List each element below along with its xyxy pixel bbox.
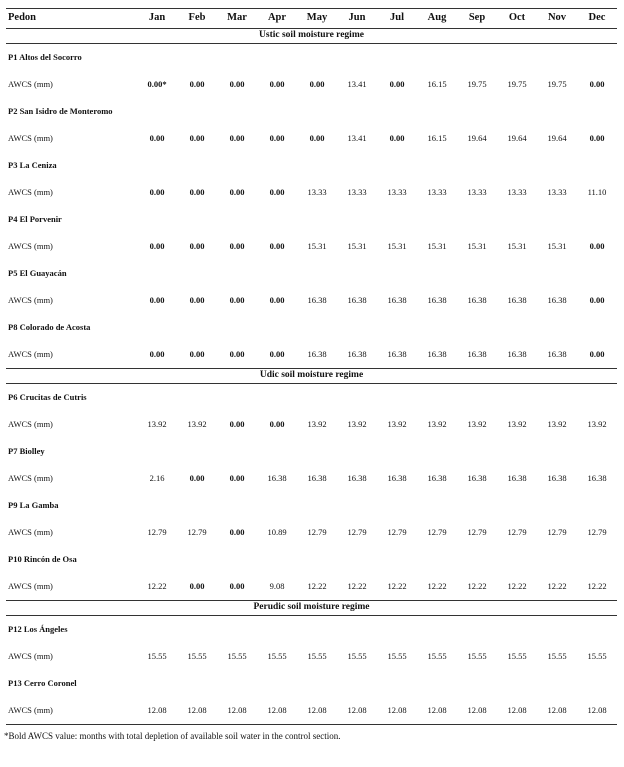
awcs-value: 16.15	[427, 79, 447, 90]
awcs-value: 12.22	[347, 581, 367, 592]
awcs-value: 9.08	[269, 581, 285, 592]
awcs-value: 0.00	[149, 187, 165, 198]
awcs-value: 0.00	[229, 419, 245, 430]
header-month: Jan	[137, 9, 177, 29]
section-title: Perudic soil moisture regime	[6, 601, 617, 616]
awcs-value: 12.22	[507, 581, 527, 592]
awcs-label: AWCS (mm)	[8, 651, 53, 662]
awcs-value: 15.31	[547, 241, 567, 252]
awcs-value: 15.55	[187, 651, 207, 662]
awcs-value: 15.31	[347, 241, 367, 252]
awcs-value: 12.79	[467, 527, 487, 538]
awcs-value: 12.08	[337, 697, 377, 725]
awcs-value: 12.08	[137, 697, 177, 725]
awcs-label: AWCS (mm)	[8, 295, 53, 306]
awcs-value: 11.10	[587, 187, 607, 198]
pedon-row	[6, 98, 617, 125]
awcs-label: AWCS (mm)	[8, 349, 53, 360]
awcs-value: 0.00*	[147, 79, 167, 90]
awcs-value: 13.92	[467, 419, 487, 430]
header-month: Nov	[537, 9, 577, 29]
awcs-value: 0.00	[229, 473, 245, 484]
awcs-value: 12.08	[537, 697, 577, 725]
awcs-value: 15.31	[507, 241, 527, 252]
pedon-name: P13 Cerro Coronel	[8, 678, 77, 689]
awcs-value: 16.38	[507, 295, 527, 306]
awcs-value: 15.55	[547, 651, 567, 662]
awcs-value: 13.41	[347, 79, 367, 90]
awcs-row	[6, 341, 617, 369]
awcs-value: 16.38	[307, 473, 327, 484]
awcs-value: 0.00	[269, 133, 285, 144]
awcs-value: 15.55	[227, 651, 247, 662]
awcs-value: 16.38	[547, 349, 567, 360]
awcs-value: 13.92	[347, 419, 367, 430]
awcs-value: 16.38	[307, 349, 327, 360]
awcs-value: 0.00	[589, 241, 605, 252]
section-header	[6, 369, 617, 384]
pedon-row	[6, 616, 617, 644]
awcs-label: AWCS (mm)	[6, 697, 137, 725]
awcs-value: 0.00	[149, 295, 165, 306]
awcs-row	[6, 697, 617, 725]
pedon-row	[6, 206, 617, 233]
awcs-value: 16.38	[427, 295, 447, 306]
pedon-name: P8 Colorado de Acosta	[8, 322, 91, 333]
awcs-value: 0.00	[189, 581, 205, 592]
awcs-value: 16.38	[467, 295, 487, 306]
awcs-value: 13.92	[387, 419, 407, 430]
awcs-value: 19.75	[467, 79, 487, 90]
awcs-value: 0.00	[229, 241, 245, 252]
awcs-value: 0.00	[189, 133, 205, 144]
awcs-value: 15.31	[427, 241, 447, 252]
header-month: Mar	[217, 9, 257, 29]
awcs-value: 12.79	[547, 527, 567, 538]
pedon-name: P1 Altos del Socorro	[8, 52, 82, 63]
awcs-value: 0.00	[189, 473, 205, 484]
awcs-label: AWCS (mm)	[8, 133, 53, 144]
header-month: Oct	[497, 9, 537, 29]
awcs-value: 0.00	[389, 133, 405, 144]
awcs-row	[6, 233, 617, 260]
awcs-value: 0.00	[189, 349, 205, 360]
awcs-value: 0.00	[189, 79, 205, 90]
awcs-value: 12.79	[147, 527, 167, 538]
awcs-value: 12.22	[387, 581, 407, 592]
awcs-value: 19.64	[507, 133, 527, 144]
awcs-label: AWCS (mm)	[8, 79, 53, 90]
pedon-name: P2 San Isidro de Monteromo	[8, 106, 113, 117]
awcs-value: 0.00	[589, 349, 605, 360]
pedon-row	[6, 44, 617, 72]
awcs-value: 16.38	[387, 473, 407, 484]
awcs-value: 16.15	[427, 133, 447, 144]
pedon-name: P7 Biolley	[8, 446, 45, 457]
pedon-row	[6, 546, 617, 573]
awcs-value: 0.00	[229, 349, 245, 360]
section-title: Udic soil moisture regime	[6, 369, 617, 384]
awcs-row	[6, 465, 617, 492]
awcs-value: 0.00	[149, 133, 165, 144]
awcs-value: 0.00	[269, 241, 285, 252]
pedon-row	[6, 152, 617, 179]
footnote: *Bold AWCS value: months with total depletion of available soil water in the control section.	[4, 731, 341, 741]
awcs-value: 0.00	[189, 187, 205, 198]
section-header	[6, 601, 617, 616]
awcs-value: 12.79	[187, 527, 207, 538]
pedon-row	[6, 314, 617, 341]
awcs-value: 0.00	[309, 79, 325, 90]
awcs-value: 12.22	[427, 581, 447, 592]
awcs-label: AWCS (mm)	[8, 419, 53, 430]
awcs-value: 12.08	[177, 697, 217, 725]
awcs-value: 15.55	[307, 651, 327, 662]
awcs-value: 12.79	[587, 527, 607, 538]
awcs-value: 0.00	[589, 79, 605, 90]
awcs-value: 15.31	[387, 241, 407, 252]
awcs-row	[6, 411, 617, 438]
awcs-value: 2.16	[149, 473, 165, 484]
header-month: Feb	[177, 9, 217, 29]
awcs-value: 16.38	[347, 349, 367, 360]
awcs-value: 0.00	[229, 295, 245, 306]
pedon-row	[6, 492, 617, 519]
awcs-value: 13.92	[427, 419, 447, 430]
awcs-value: 12.79	[387, 527, 407, 538]
awcs-value: 19.75	[507, 79, 527, 90]
header-month: Dec	[577, 9, 617, 29]
header-month: Aug	[417, 9, 457, 29]
pedon-name: P9 La Gamba	[8, 500, 59, 511]
awcs-value: 13.92	[507, 419, 527, 430]
awcs-value: 0.00	[269, 349, 285, 360]
awcs-row	[6, 125, 617, 152]
awcs-value: 13.92	[587, 419, 607, 430]
awcs-value: 12.08	[457, 697, 497, 725]
header-month: Sep	[457, 9, 497, 29]
awcs-value: 16.38	[267, 473, 287, 484]
awcs-value: 16.38	[507, 473, 527, 484]
awcs-value: 13.33	[347, 187, 367, 198]
awcs-row	[6, 643, 617, 670]
awcs-value: 16.38	[427, 473, 447, 484]
awcs-value: 12.08	[417, 697, 457, 725]
awcs-value: 16.38	[387, 349, 407, 360]
awcs-value: 12.22	[307, 581, 327, 592]
awcs-value: 12.79	[427, 527, 447, 538]
awcs-value: 15.55	[267, 651, 287, 662]
awcs-value: 13.92	[547, 419, 567, 430]
section-header	[6, 29, 617, 44]
awcs-label: AWCS (mm)	[8, 187, 53, 198]
awcs-label: AWCS (mm)	[8, 473, 53, 484]
awcs-value: 15.55	[587, 651, 607, 662]
awcs-value: 0.00	[189, 295, 205, 306]
awcs-value: 12.22	[547, 581, 567, 592]
awcs-value: 13.33	[387, 187, 407, 198]
section-title: Ustic soil moisture regime	[6, 29, 617, 44]
header-month: May	[297, 9, 337, 29]
awcs-value: 0.00	[389, 79, 405, 90]
awcs-table	[6, 8, 617, 725]
awcs-row	[6, 179, 617, 206]
awcs-value: 19.64	[547, 133, 567, 144]
awcs-value: 12.08	[257, 697, 297, 725]
awcs-value: 16.38	[467, 349, 487, 360]
awcs-value: 0.00	[589, 295, 605, 306]
awcs-label: AWCS (mm)	[8, 241, 53, 252]
awcs-value: 12.08	[577, 697, 617, 725]
pedon-name: P5 El Guayacán	[8, 268, 67, 279]
awcs-value: 12.22	[147, 581, 167, 592]
header-pedon: Pedon	[6, 9, 137, 29]
pedon-name: P4 El Porvenir	[8, 214, 62, 225]
awcs-value: 19.64	[467, 133, 487, 144]
awcs-value: 0.00	[229, 133, 245, 144]
awcs-value: 16.38	[507, 349, 527, 360]
awcs-value: 12.08	[377, 697, 417, 725]
awcs-row	[6, 519, 617, 546]
awcs-value: 12.22	[587, 581, 607, 592]
awcs-label: AWCS (mm)	[8, 527, 53, 538]
awcs-value: 15.55	[147, 651, 167, 662]
awcs-value: 13.41	[347, 133, 367, 144]
awcs-value: 13.33	[507, 187, 527, 198]
awcs-label: AWCS (mm)	[8, 581, 53, 592]
awcs-value: 13.92	[147, 419, 167, 430]
pedon-row	[6, 438, 617, 465]
awcs-value: 0.00	[149, 241, 165, 252]
awcs-row	[6, 573, 617, 601]
header-row	[6, 9, 617, 29]
awcs-value: 15.55	[387, 651, 407, 662]
pedon-row	[6, 670, 617, 697]
awcs-value: 16.38	[347, 473, 367, 484]
header-month: Jul	[377, 9, 417, 29]
awcs-value: 13.92	[307, 419, 327, 430]
awcs-value: 12.79	[347, 527, 367, 538]
header-month: Apr	[257, 9, 297, 29]
awcs-value: 0.00	[269, 187, 285, 198]
awcs-value: 0.00	[229, 79, 245, 90]
awcs-value: 0.00	[189, 241, 205, 252]
awcs-value: 16.38	[587, 473, 607, 484]
awcs-value: 15.31	[467, 241, 487, 252]
awcs-value: 12.08	[297, 697, 337, 725]
awcs-value: 0.00	[229, 581, 245, 592]
awcs-value: 13.33	[307, 187, 327, 198]
awcs-value: 10.89	[267, 527, 287, 538]
pedon-name: P6 Crucitas de Cutris	[8, 392, 87, 403]
awcs-value: 12.08	[497, 697, 537, 725]
awcs-value: 16.38	[347, 295, 367, 306]
awcs-value: 15.31	[307, 241, 327, 252]
awcs-value: 0.00	[229, 527, 245, 538]
awcs-value: 16.38	[427, 349, 447, 360]
awcs-value: 16.38	[547, 295, 567, 306]
awcs-value: 15.55	[507, 651, 527, 662]
awcs-value: 12.79	[307, 527, 327, 538]
awcs-value: 16.38	[547, 473, 567, 484]
awcs-value: 15.55	[427, 651, 447, 662]
pedon-row	[6, 384, 617, 412]
awcs-value: 0.00	[309, 133, 325, 144]
awcs-row	[6, 287, 617, 314]
awcs-value: 0.00	[149, 349, 165, 360]
awcs-value: 0.00	[589, 133, 605, 144]
awcs-value: 0.00	[269, 419, 285, 430]
awcs-value: 13.92	[187, 419, 207, 430]
awcs-value: 0.00	[229, 187, 245, 198]
pedon-name: P3 La Ceniza	[8, 160, 57, 171]
awcs-value: 13.33	[547, 187, 567, 198]
awcs-value: 16.38	[307, 295, 327, 306]
awcs-row	[6, 71, 617, 98]
awcs-value: 15.55	[347, 651, 367, 662]
awcs-value: 12.79	[507, 527, 527, 538]
pedon-name: P12 Los Ángeles	[8, 624, 68, 635]
awcs-value: 13.33	[467, 187, 487, 198]
header-month: Jun	[337, 9, 377, 29]
pedon-name: P10 Rincón de Osa	[8, 554, 77, 565]
awcs-value: 16.38	[467, 473, 487, 484]
awcs-value: 15.55	[467, 651, 487, 662]
awcs-value: 12.22	[467, 581, 487, 592]
awcs-value: 12.08	[217, 697, 257, 725]
awcs-value: 13.33	[427, 187, 447, 198]
awcs-value: 0.00	[269, 79, 285, 90]
awcs-value: 0.00	[269, 295, 285, 306]
pedon-row	[6, 260, 617, 287]
awcs-value: 19.75	[547, 79, 567, 90]
awcs-value: 16.38	[387, 295, 407, 306]
